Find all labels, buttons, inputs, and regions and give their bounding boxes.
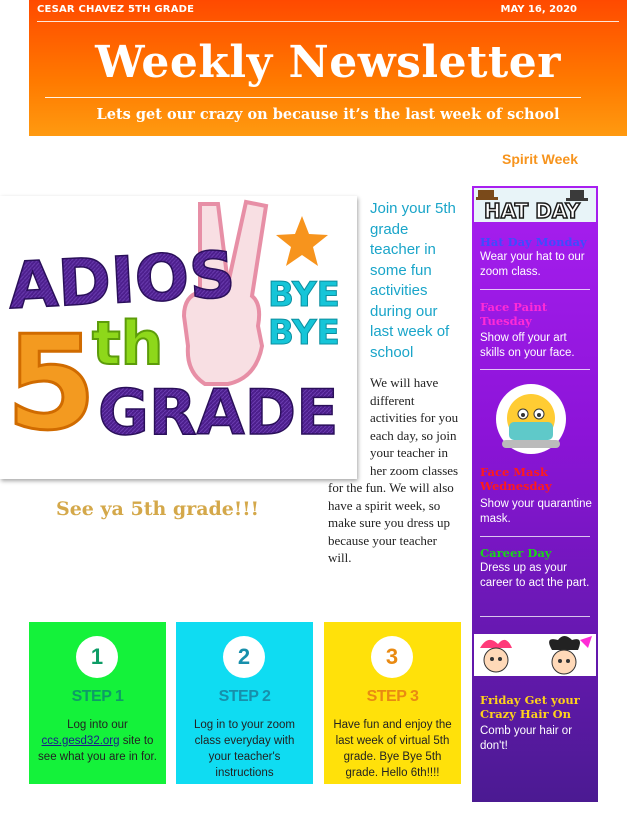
crazy-hair-graphic [474,634,596,676]
step-1-label: STEP 1 [71,688,124,705]
spirit-week-sidebar [472,186,598,802]
ccs-site-link[interactable]: ccs.gesd32.org [41,735,120,747]
adios-5th-grade-image [0,196,357,479]
face-mask-text: Show your quarantine mask. [480,498,592,525]
star-graphic [276,216,328,266]
career-day-title: Career Day [480,546,552,560]
adios-5th-grade-artwork [0,196,357,479]
newsletter-subtitle: Lets get our crazy on because it’s the last week of school [96,106,560,123]
art-th-text: th [92,309,164,379]
step-1-card [29,622,166,784]
art-bye-text-1: BYE [268,275,340,315]
hat-day-image [474,188,596,222]
step-2-label: STEP 2 [218,688,271,705]
newsletter-date: MAY 16, 2020 [500,4,577,15]
face-paint-text: Show off your art skills on your face. [480,332,575,359]
intro-body-part-2: for the fun. We will also have a spirit week, so make sure you dress up because your teacher will. [328,480,454,565]
step-1-number: 1 [76,636,118,678]
sidebar-divider [480,369,590,370]
step-2-number: 2 [223,636,265,678]
newsletter-header [29,0,627,136]
face-mask-emoji-image [494,382,568,456]
hat-day-text: Wear your hat to our zoom class. [480,251,585,278]
newsletter-title: Weekly Newsletter [95,37,561,88]
header-divider-middle [45,97,581,98]
step-1-text-after: site to see what you are in for. [38,735,157,763]
step-3-number: 3 [371,636,413,678]
crazy-hair-text: Comb your hair or don't! [480,725,573,752]
step-2-card [176,622,313,784]
see-ya-caption: See ya 5th grade!!! [56,498,259,520]
school-name: CESAR CHAVEZ 5TH GRADE [37,4,195,15]
art-adios-text: ADIOS [6,238,238,325]
sidebar-divider [480,616,590,617]
step-3-card [324,622,461,784]
step-2-description: Log in to your zoom class everyday with your teacher's instructions [193,719,295,779]
career-day-text: Dress up as your career to act the part. [480,562,590,589]
sidebar-divider [480,536,590,537]
hat-day-graphic [474,188,596,222]
face-mask-title: Face Mask Wednesday [480,465,552,493]
crazy-hair-image [474,634,596,676]
hat-day-image-text: HAT DAY [484,199,580,222]
step-3-description: Have fun and enjoy the last week of virtual 5th grade. Bye Bye 5th grade. Hello 6th!!!! [333,719,452,779]
intro-body-part-1: We will have different activities for you each day, so join your teacher in her zoom classes [370,375,459,478]
sidebar-divider [480,289,590,290]
intro-heading: Join your 5th grade teacher in some fun activities during our last week of school [370,200,456,361]
face-paint-title: Face Paint Tuesday [480,300,548,328]
step-3-label: STEP 3 [366,688,419,705]
art-bye-text-2: BYE [268,313,340,353]
art-digit-5: 5 [6,307,97,459]
step-1-text-before: Log into our [67,719,128,731]
header-divider-top [37,21,619,22]
spirit-week-label: Spirit Week [502,151,578,167]
art-grade-text: GRADE [98,376,339,449]
crazy-hair-title: Friday Get your Crazy Hair On [480,693,580,721]
hat-day-title: Hat Day Monday [480,235,587,249]
step-1-description [35,717,160,765]
intro-body [328,374,462,567]
